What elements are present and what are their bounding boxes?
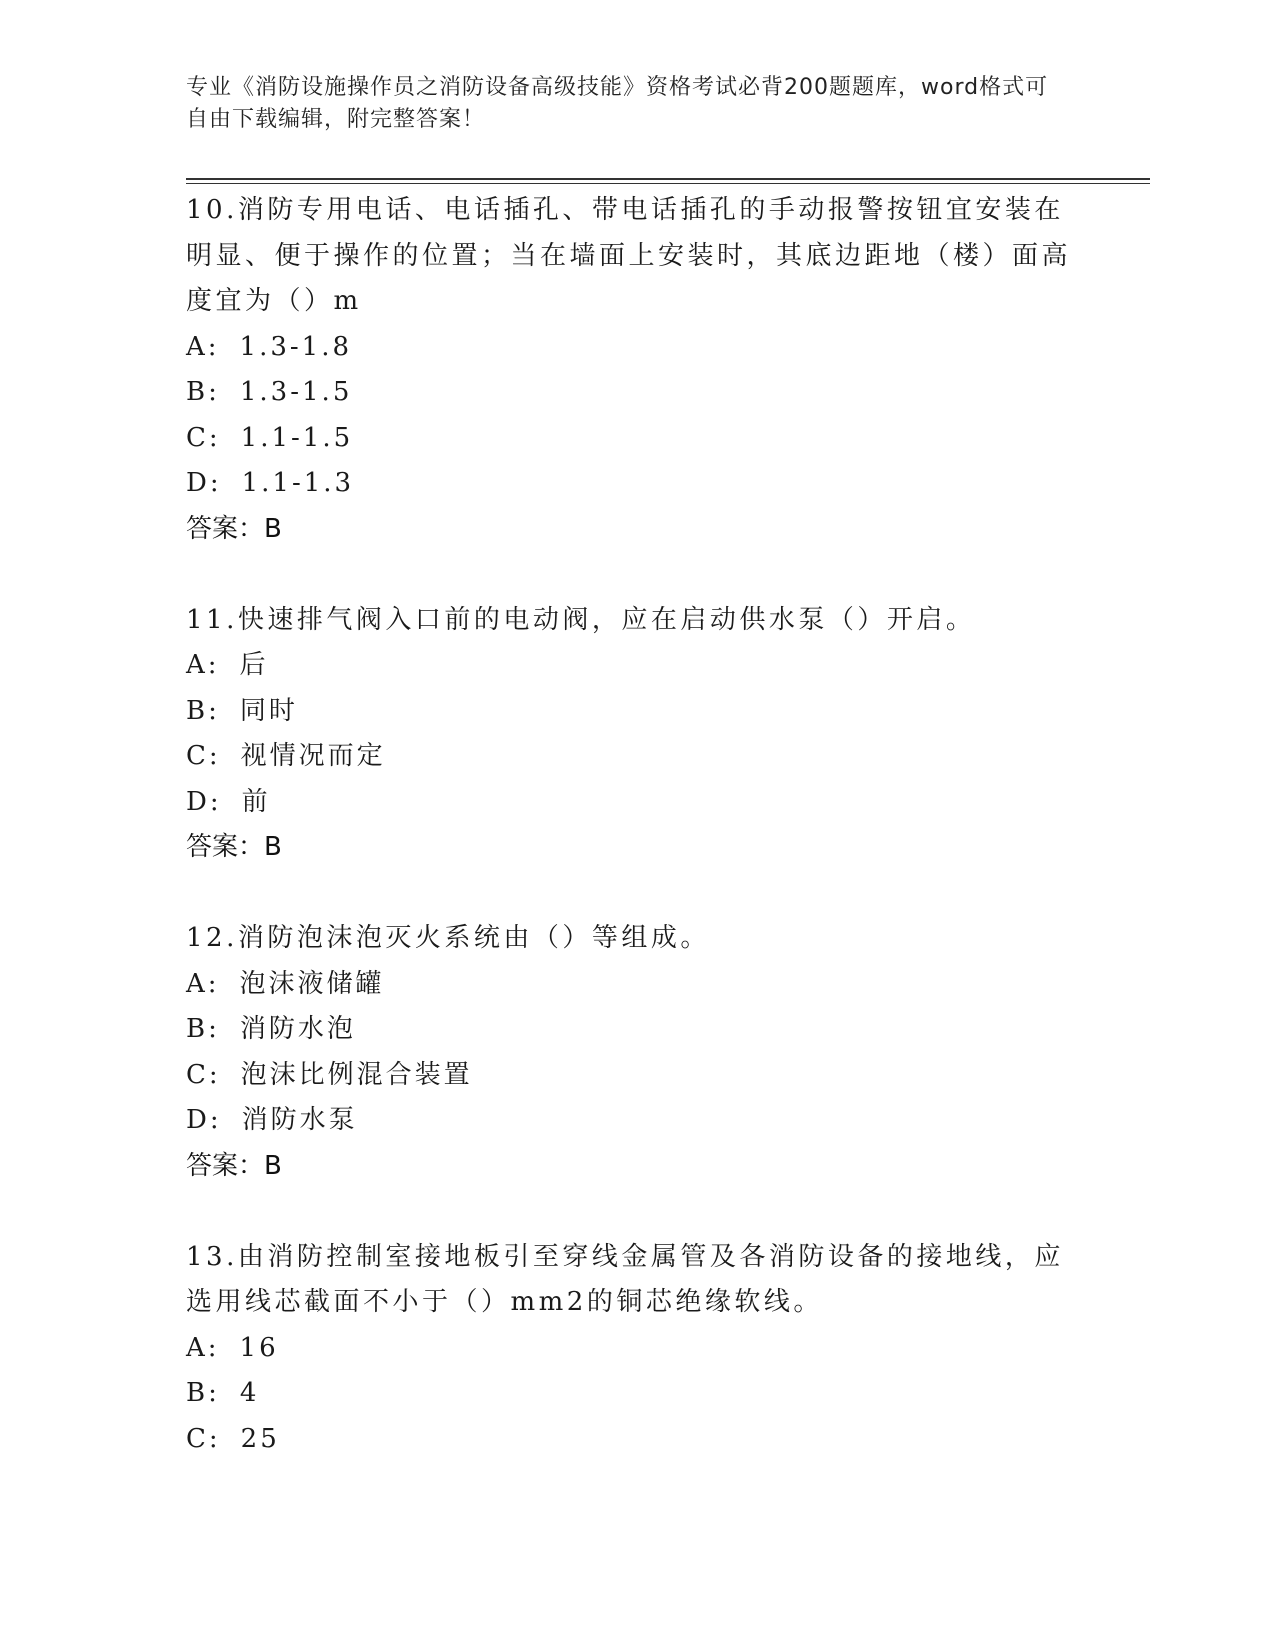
option-value: 4 bbox=[239, 1378, 260, 1408]
option-value: 1.3-1.8 bbox=[239, 331, 353, 362]
answer-option bbox=[186, 1417, 1076, 1463]
option-key: C: bbox=[186, 1059, 221, 1090]
option-key: A: bbox=[186, 1332, 220, 1363]
option-value: 消防水泡 bbox=[239, 1014, 356, 1044]
option-key: C: bbox=[186, 741, 221, 771]
option-value: 泡沫液储罐 bbox=[239, 968, 385, 999]
answer-option bbox=[186, 1053, 1076, 1099]
question-text: 11.快速排气阀入口前的电动阀，应在启动供水泵（）开启。 bbox=[186, 604, 976, 635]
header-divider-thick bbox=[186, 178, 1150, 180]
option-key: D: bbox=[186, 786, 222, 817]
option-value: 1.1-1.5 bbox=[240, 422, 354, 453]
header-divider-thin bbox=[186, 183, 1150, 184]
question-block bbox=[186, 1235, 1076, 1463]
answer-option bbox=[186, 416, 1076, 462]
option-key: D: bbox=[186, 468, 222, 498]
question-block bbox=[186, 188, 1076, 598]
answer-key: 答案：B bbox=[186, 832, 282, 862]
answer-key: 答案：B bbox=[186, 1150, 282, 1181]
question-text: 10.消防专用电话、电话插孔、带电话插孔的手动报警按钮宜安装在明显、便于操作的位置；当在墙面上安装时，其底边距地（楼）面高度宜为（）m bbox=[186, 195, 1072, 316]
answer-option bbox=[186, 962, 1076, 1008]
question-text: 13.由消防控制室接地板引至穿线金属管及各消防设备的接地线，应选用线芯截面不小于（）mm2的铜芯绝缘软线。 bbox=[186, 1241, 1064, 1317]
answer-option bbox=[186, 643, 1076, 689]
document-header: 专业《消防设施操作员之消防设备高级技能》资格考试必背200题题库，word格式可自由下载编辑，附完整答案！ bbox=[186, 75, 1049, 132]
answer-option bbox=[186, 780, 1076, 826]
option-key: B: bbox=[186, 1014, 220, 1044]
answer-option bbox=[186, 461, 1076, 507]
question-list bbox=[186, 188, 1076, 1462]
option-key: C: bbox=[186, 422, 221, 453]
option-value: 消防水泵 bbox=[241, 1105, 358, 1135]
answer-key: 答案：B bbox=[186, 513, 282, 544]
question-block bbox=[186, 916, 1076, 1235]
answer-option bbox=[186, 1007, 1076, 1053]
answer-option bbox=[186, 734, 1076, 780]
answer-option bbox=[186, 1326, 1076, 1372]
option-value: 后 bbox=[239, 650, 269, 680]
option-key: A: bbox=[186, 968, 220, 999]
option-value: 前 bbox=[241, 786, 271, 817]
option-key: B: bbox=[186, 1378, 220, 1408]
option-value: 1.3-1.5 bbox=[239, 377, 353, 407]
answer-option bbox=[186, 689, 1076, 735]
option-key: A: bbox=[186, 650, 220, 680]
option-key: C: bbox=[186, 1423, 221, 1454]
option-value: 16 bbox=[239, 1332, 279, 1363]
option-value: 同时 bbox=[239, 695, 298, 726]
answer-option bbox=[186, 1098, 1076, 1144]
option-key: B: bbox=[186, 377, 220, 407]
answer-option bbox=[186, 370, 1076, 416]
option-key: A: bbox=[186, 331, 220, 362]
answer-option bbox=[186, 1371, 1076, 1417]
answer-option bbox=[186, 325, 1076, 371]
option-value: 1.1-1.3 bbox=[241, 468, 355, 498]
option-key: D: bbox=[186, 1105, 222, 1135]
question-text: 12.消防泡沫泡灭火系统由（）等组成。 bbox=[186, 923, 710, 953]
question-block bbox=[186, 598, 1076, 917]
option-value: 25 bbox=[240, 1423, 280, 1454]
option-key: B: bbox=[186, 695, 220, 726]
option-value: 泡沫比例混合装置 bbox=[240, 1059, 473, 1090]
option-value: 视情况而定 bbox=[240, 741, 386, 771]
